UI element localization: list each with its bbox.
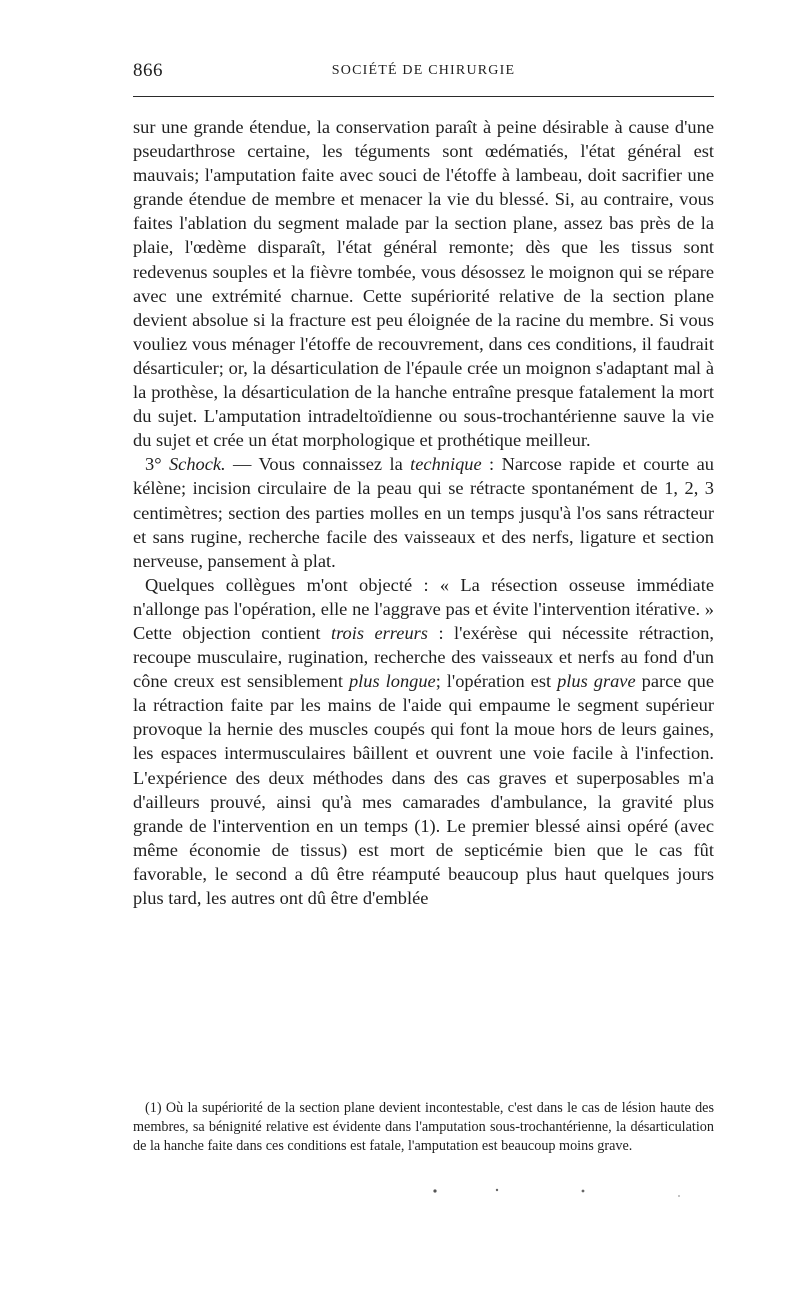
speck: [678, 1195, 680, 1197]
page-header: [133, 60, 714, 86]
text-run: ; l'opération est: [435, 671, 558, 692]
running-head: SOCIÉTÉ DE CHIRURGIE: [331, 63, 516, 78]
text-run: — Vous connaissez la: [225, 454, 411, 475]
emphasis-technique: technique: [410, 454, 482, 475]
paragraph-objection: [133, 573, 714, 910]
text-run: : l'exérèse qui nécessite rétraction, recoupe musculaire, rugination, recherche des vaisseaux et nerfs au fond d'un cône creux est sensiblement: [133, 622, 714, 692]
header-rule: [133, 96, 714, 97]
emphasis-trois-erreurs: trois erreurs: [330, 622, 428, 643]
body-text: [133, 115, 714, 910]
text-run: Quelques collègues m'ont objecté : « La résection osseuse immédiate n'allonge pas l'opération, elle ne l'aggrave pas et évite l'intervention itérative. » Cette objection contient: [133, 574, 714, 643]
paragraph-continuation: sur une grande étendue, la conservation paraît à peine désirable à cause d'une pseudarthrose certaine, les téguments sont œdématiés, l'état général est mauvais; l'amputation faite avec souci de l'étoffe à lambeau, doit sacrifier une grande étendue de membre et menacer la vie du blessé. Si, au contraire, vous faites l'ablation du segment malade par la section plane, assez bas près de la plaie, l'œdème disparaît, l'état général remonte; dès que les tissus sont redevenus souples et la fièvre tombée, vous désossez le moignon qui se répare avec une extrémité charnue. Cette supériorité relative de la section plane devient absolue si la fracture est peu éloignée de la racine du membre. Si vous vouliez vous ménager l'étoffe de recouvrement, dans ces conditions, il faudrait désarticuler; or, la désarticulation de l'épaule crée un moignon s'adaptant mal à la prothèse, la désarticulation de la hanche entraîne presque fatalement la mort du sujet. L'amputation intradeltoïdienne ou sous-trochantérienne sauve la vie du sujet et crée un état morphologique et prothétique meilleur.: [133, 117, 714, 451]
emphasis-plus-longue: plus longue: [348, 671, 436, 692]
page-number: 866: [133, 60, 163, 81]
section-title: Schock.: [168, 454, 226, 475]
speck: [433, 1189, 436, 1192]
footnotes: [133, 1099, 714, 1157]
speck: [496, 1189, 498, 1191]
emphasis-plus-grave: plus grave: [557, 671, 636, 692]
speck: [582, 1190, 585, 1193]
paragraph-schock: [133, 452, 714, 572]
text-run: parce que la rétraction faite par les mains de l'aide qui empaume le segment supérieur provoque la hernie des muscles coupés qui font la moue hors de leurs gaines, les espaces intermusculaires bâillent et ouvrent une voie facile à l'infection. L'expérience des deux méthodes dans des cas graves et superposables m'a d'ailleurs prouvé, ainsi qu'à mes camarades d'ambulance, la gravité plus grande de l'intervention en un temps (1). Le premier blessé ainsi opéré (avec même économie de tissus) est mort de septicémie bien que le cas fût favorable, le second a dû être réamputé beaucoup plus haut quelques jours plus tard, les autres ont dû être d'emblée: [133, 671, 714, 908]
section-number: 3°: [145, 454, 169, 475]
footnote-1: (1) Où la supériorité de la section plane devient incontestable, c'est dans le cas de lésion haute des membres, sa bénignité relative est évidente dans l'amputation sous-trochantérienne, la désarticulation de la hanche faite dans ces conditions est fatale, l'amputation est beaucoup moins grave.: [133, 1100, 714, 1155]
text-run: : Narcose rapide et courte au kélène; incision circulaire de la peau qui se rétracte spontanément de 1, 2, 3 centimètres; section des parties molles en un temps jusqu'à l'os sans rétracteur et sans rugine, recherche facile des vaisseaux et des nerfs, ligature et section nerveuse, pansement à plat.: [133, 454, 714, 571]
